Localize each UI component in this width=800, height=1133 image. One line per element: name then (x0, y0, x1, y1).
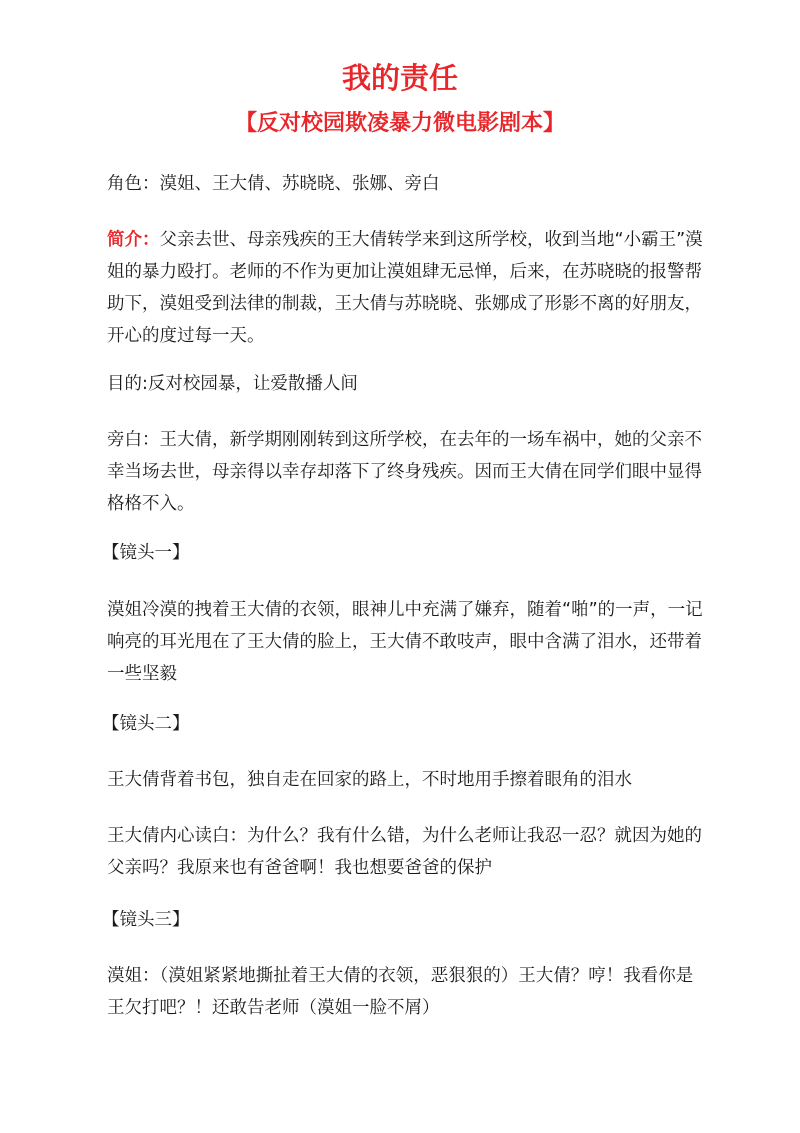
scene-1-line-2: 响亮的耳光甩在了王大倩的脸上，王大倩不敢吱声，眼中含满了泪水，还带着 (107, 632, 702, 652)
scene-3-line-2: 王欠打吧？！还敢告老师（漠姐一脸不屑） (107, 998, 440, 1018)
intro-paragraph (107, 224, 707, 352)
scene-2-action: 王大倩背着书包，独自走在回家的路上，不时地用手擦着眼角的泪水 (107, 770, 632, 790)
scene-3-heading: 【镜头三】 (102, 910, 190, 930)
narration-line-2: 幸当场去世，母亲得以幸存却落下了终身残疾。因而王大倩在同学们眼中显得 (107, 462, 702, 482)
intro-line-1: 简介：父亲去世、母亲残疾的王大倩转学来到这所学校，收到当地“小霸王”漠 (107, 230, 703, 250)
scene-1-line-3: 一些坚毅 (107, 664, 177, 684)
scene-1-paragraph (107, 594, 707, 690)
roles-line: 角色：漠姐、王大倩、苏晓晓、张娜、旁白 (107, 174, 440, 194)
monologue-line-2: 父亲吗？我原来也有爸爸啊！我也想要爸爸的保护 (107, 858, 492, 878)
document-subtitle: 【反对校园欺凌暴力微电影剧本】 (234, 111, 565, 136)
intro-label: 简介： (107, 230, 160, 250)
scene-2-monologue (107, 820, 707, 884)
scene-2-heading: 【镜头二】 (102, 714, 190, 734)
document-title: 我的责任 (341, 61, 458, 95)
intro-line-4: 开心的度过每一天。 (107, 326, 265, 346)
narration-paragraph (107, 424, 707, 520)
intro-line-3: 助下，漠姐受到法律的制裁，王大倩与苏晓晓、张娜成了形影不离的好朋友， (107, 294, 702, 314)
monologue-line-1: 王大倩内心读白：为什么？我有什么错，为什么老师让我忍一忍？就因为她的 (107, 826, 702, 846)
intro-line-2: 姐的暴力殴打。老师的不作为更加让漠姐肆无忌惮，后来，在苏晓晓的报警帮 (107, 262, 702, 282)
scene-1-line-1: 漠姐冷漠的拽着王大倩的衣领，眼神儿中充满了嫌弃，随着“啪”的一声，一记 (107, 600, 703, 620)
scene-3-line-1: 漠姐：（漠姐紧紧地撕扯着王大倩的衣领，恶狠狠的）王大倩？哼！我看你是 (107, 966, 694, 986)
scene-3-paragraph (107, 960, 707, 1024)
purpose-line: 目的:反对校园暴，让爱散播人间 (107, 374, 358, 394)
scene-1-heading: 【镜头一】 (102, 543, 190, 563)
narration-line-3: 格格不入。 (107, 494, 195, 514)
narration-line-1: 旁白：王大倩，新学期刚刚转到这所学校，在去年的一场车祸中，她的父亲不 (107, 430, 702, 450)
